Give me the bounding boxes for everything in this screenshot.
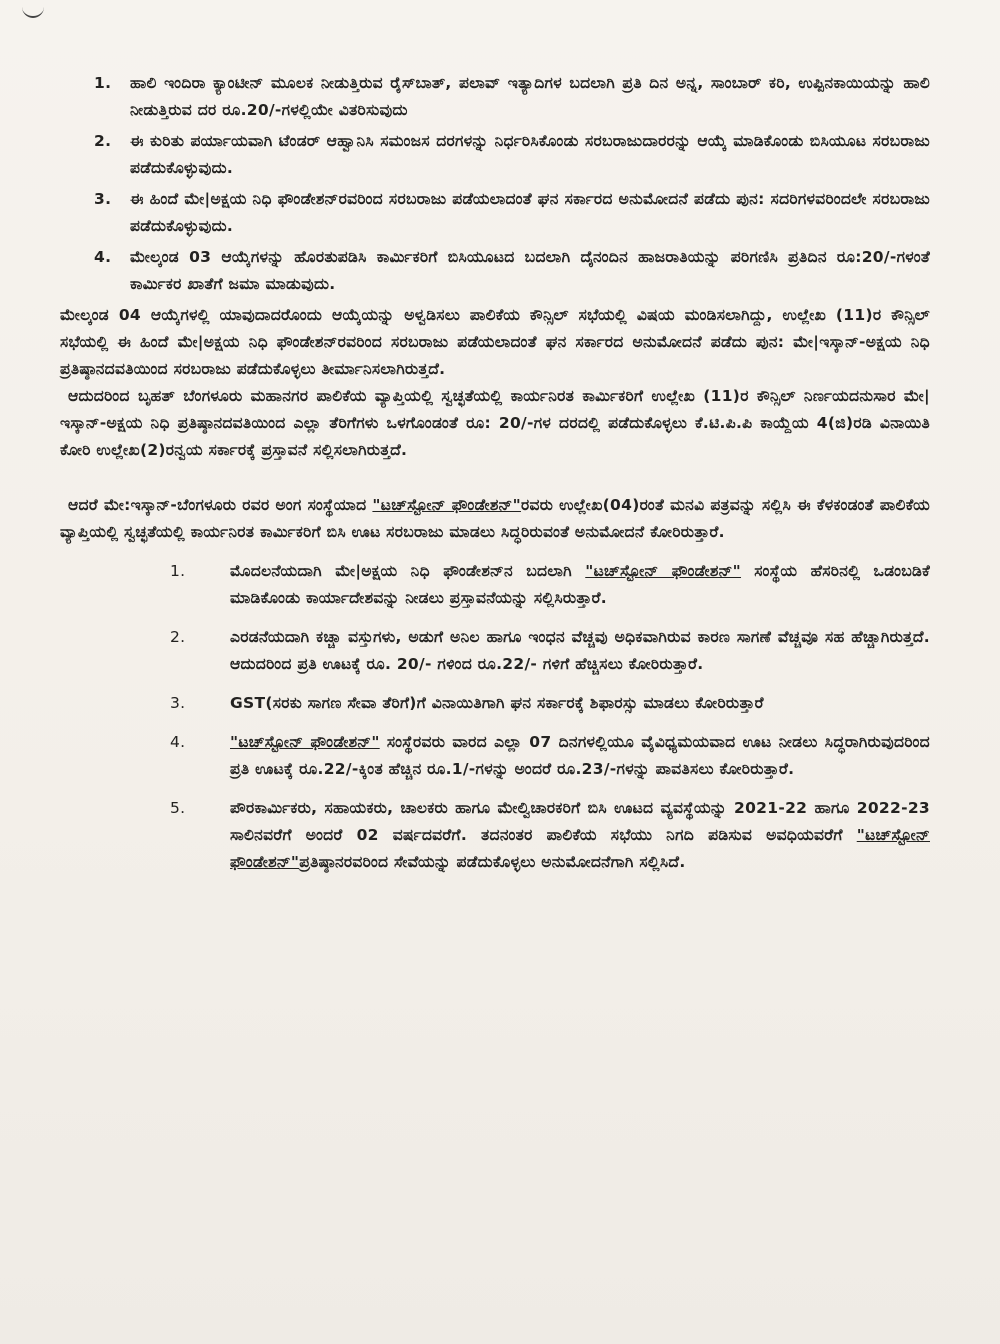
item-text: ಪ್ರತಿಷ್ಠಾನರವರಿಂದ ಸೇವೆಯನ್ನು ಪಡೆದುಕೊಳ್ಳಲು ಅನುಮೋದನೆಗಾಗಿ ಸಲ್ಲಿಸಿದೆ. bbox=[299, 853, 686, 871]
quoted-foundation-name: "ಟಚ್‌ಸ್ಟೋನ್ ಫೌಂಡೇಶನ್" bbox=[585, 562, 742, 580]
document-body bbox=[60, 70, 930, 888]
item-text: ಸಂಸ್ಥೆಯ ಹೆಸರಿನಲ್ಲಿ ಒಡಂಬಡಿಕೆ ಮಾಡಿಕೊಂಡು ಕಾರ್ಯಾದೇಶವನ್ನು ನೀಡಲು ಪ್ರಸ್ತಾವನೆಯನ್ನು ಸಲ್ಲಿಸಿರುತ್ತಾರೆ. bbox=[230, 562, 930, 607]
list-a-text: ಮೇಲ್ಕಂಡ 03 ಆಯ್ಕೆಗಳನ್ನು ಹೊರತುಪಡಿಸಿ ಕಾರ್ಮಿಕರಿಗೆ ಬಿಸಿಯೂಟದ ಬದಲಾಗಿ ದೈನಂದಿನ ಹಾಜರಾತಿಯನ್ನು ಪರಿಗಣಿಸಿ ಪ್ರತಿದಿನ ರೂ:20/-ಗಳಂತೆ ಕಾರ್ಮಿಕರ ಖಾತೆಗೆ ಜಮಾ ಮಾಡುವುದು. bbox=[130, 248, 930, 293]
list-a-text: ಈ ಹಿಂದೆ ಮೇ|ಅಕ್ಷಯ ನಿಧಿ ಫೌಂಡೇಶನ್‌ರವರಿಂದ ಸರಬರಾಜು ಪಡೆಯಲಾದಂತೆ ಘನ ಸರ್ಕಾರದ ಅನುಮೋದನೆ ಪಡೆದು ಪುನ: ಸದರಿಗಳವರಿಂದಲೇ ಸರಬರಾಜು ಪಡೆದುಕೊಳ್ಳುವುದು. bbox=[130, 190, 930, 235]
list-b bbox=[60, 558, 930, 876]
list-b-item bbox=[170, 729, 930, 783]
quoted-foundation-name: "ಟಚ್‌ಸ್ಟೋನ್ ಫೌಂಡೇಶನ್" bbox=[230, 733, 380, 751]
list-b-item bbox=[170, 558, 930, 612]
item-text: ಮೊದಲನೆಯದಾಗಿ ಮೇ|ಅಕ್ಷಯ ನಿಧಿ ಫೌಂಡೇಶನ್‌ನ ಬದಲಾಗಿ bbox=[230, 562, 586, 580]
list-a-number: 1. bbox=[94, 74, 112, 92]
list-a-item bbox=[60, 244, 930, 298]
list-b-number: 3. bbox=[170, 694, 186, 712]
list-b-number: 2. bbox=[170, 628, 186, 646]
list-b-text bbox=[230, 795, 930, 876]
list-a-item bbox=[60, 70, 930, 124]
list-a-item bbox=[60, 128, 930, 182]
list-a-number: 3. bbox=[94, 190, 112, 208]
item-text: ಸಂಸ್ಥೆರವರು ವಾರದ ಎಲ್ಲಾ 07 ದಿನಗಳಲ್ಲಿಯೂ ವೈವಿಧ್ಯಮಯವಾದ ಊಟ ನೀಡಲು ಸಿದ್ಧರಾಗಿರುವುದರಿಂದ ಪ್ರತಿ ಊಟಕ್ಕೆ ರೂ.22/-ಕ್ಕಿಂತ ಹೆಚ್ಚಿನ ರೂ.1/-ಗಳನ್ನು ಅಂದರೆ ರೂ.23/-ಗಳನ್ನು ಪಾವತಿಸಲು ಕೋರಿರುತ್ತಾರೆ. bbox=[230, 733, 930, 778]
corner-mark bbox=[22, 6, 44, 18]
paragraph-proposal: ಆದುದರಿಂದ ಬೃಹತ್ ಬೆಂಗಳೂರು ಮಹಾನಗರ ಪಾಲಿಕೆಯ ವ್ಯಾಪ್ತಿಯಲ್ಲಿ ಸ್ವಚ್ಛತೆಯಲ್ಲಿ ಕಾರ್ಯನಿರತ ಕಾರ್ಮಿಕರಿಗೆ ಉಲ್ಲೇಖ (11)ರ ಕೌನ್ಸಿಲ್ ನಿರ್ಣಯದನುಸಾರ ಮೇ|ಇಸ್ಕಾನ್-ಅಕ್ಷಯ ನಿಧಿ ಪ್ರತಿಷ್ಠಾನದವತಿಯಿಂದ ಎಲ್ಲಾ ತೆರಿಗೆಗಳು ಒಳಗೊಂಡಂತೆ ರೂ: 20/-ಗಳ ದರದಲ್ಲಿ ಪಡೆದುಕೊಳ್ಳಲು ಕೆ.ಟಿ.ಪಿ.ಪಿ ಕಾಯ್ದೆಯ 4(ಜಿ)ರಡಿ ವಿನಾಯಿತಿ ಕೋರಿ ಉಲ್ಲೇಖ(2)ರನ್ವಯ ಸರ್ಕಾರಕ್ಕೆ ಪ್ರಸ್ತಾವನೆ ಸಲ್ಲಿಸಲಾಗಿರುತ್ತದೆ. bbox=[60, 387, 930, 459]
list-b-text bbox=[230, 624, 930, 678]
list-a-item bbox=[60, 186, 930, 240]
paragraph-text: ರವರು ಉಲ್ಲೇಖ(04)ರಂತೆ ಮನವಿ ಪತ್ರವನ್ನು ಸಲ್ಲಿಸಿ ಈ ಕೆಳಕಂಡಂತೆ ಪಾಲಿಕೆಯ ವ್ಯಾಪ್ತಿಯಲ್ಲಿ ಸ್ವಚ್ಛತೆಯಲ್ಲಿ ಕಾರ್ಯನಿರತ ಕಾರ್ಮಿಕರಿಗೆ ಬಿಸಿ ಊಟ ಸರಬರಾಜು ಮಾಡಲು ಸಿದ್ಧರಿರುವಂತೆ ಅನುಮೋದನೆ ಕೋರಿರುತ್ತಾರೆ. bbox=[60, 496, 930, 541]
paragraph-text: ಆದರೆ ಮೇ:ಇಸ್ಕಾನ್-ಬೆಂಗಳೂರು ರವರ ಅಂಗ ಸಂಸ್ಥೆಯಾದ bbox=[68, 496, 373, 514]
list-b-text bbox=[230, 558, 930, 612]
list-a-number: 2. bbox=[94, 132, 112, 150]
list-a-text: ಈ ಕುರಿತು ಪರ್ಯಾಯವಾಗಿ ಟೆಂಡರ್ ಆಹ್ವಾನಿಸಿ ಸಮಂಜಸ ದರಗಳನ್ನು ನಿರ್ಧರಿಸಿಕೊಂಡು ಸರಬರಾಜುದಾರರನ್ನು ಆಯ್ಕೆ ಮಾಡಿಕೊಂಡು ಬಿಸಿಯೂಟ ಸರಬರಾಜು ಪಡೆದುಕೊಳ್ಳುವುದು. bbox=[130, 132, 930, 177]
list-b-text bbox=[230, 690, 930, 717]
list-a-number: 4. bbox=[94, 248, 112, 266]
item-text: GST(ಸರಕು ಸಾಗಣ ಸೇವಾ ತೆರಿಗೆ)ಗೆ ವಿನಾಯಿತಿಗಾಗಿ ಘನ ಸರ್ಕಾರಕ್ಕೆ ಶಿಫಾರಸ್ಸು ಮಾಡಲು ಕೋರಿರುತ್ತಾರೆ bbox=[230, 694, 764, 712]
quoted-foundation-name: "ಟಚ್‌ಸ್ಟೋನ್ ಫೌಂಡೇಶನ್" bbox=[230, 826, 930, 871]
paragraph-touchstone-request bbox=[60, 492, 930, 546]
item-text: ಎರಡನೆಯದಾಗಿ ಕಚ್ಚಾ ವಸ್ತುಗಳು, ಅಡುಗೆ ಅನಿಲ ಹಾಗೂ ಇಂಧನ ವೆಚ್ಚವು ಅಧಿಕವಾಗಿರುವ ಕಾರಣ ಸಾಗಣೆ ವೆಚ್ಚವೂ ಸಹ ಹೆಚ್ಚಾಗಿರುತ್ತದೆ. ಆದುದರಿಂದ ಪ್ರತಿ ಊಟಕ್ಕೆ ರೂ. 20/- ಗಳಿಂದ ರೂ.22/- ಗಳಿಗೆ ಹೆಚ್ಚಿಸಲು ಕೋರಿರುತ್ತಾರೆ. bbox=[230, 628, 930, 673]
list-b-item bbox=[170, 795, 930, 876]
list-b-number: 4. bbox=[170, 733, 186, 751]
list-b-number: 5. bbox=[170, 799, 186, 817]
paragraph-council-decision: ಮೇಲ್ಕಂಡ 04 ಆಯ್ಕೆಗಳಲ್ಲಿ ಯಾವುದಾದರೊಂದು ಆಯ್ಕೆಯನ್ನು ಅಳ್ವಡಿಸಲು ಪಾಲಿಕೆಯ ಕೌನ್ಸಿಲ್ ಸಭೆಯಲ್ಲಿ ವಿಷಯ ಮಂಡಿಸಲಾಗಿದ್ದು, ಉಲ್ಲೇಖ (11)ರ ಕೌನ್ಸಿಲ್ ಸಭೆಯಲ್ಲಿ ಈ ಹಿಂದೆ ಮೇ|ಅಕ್ಷಯ ನಿಧಿ ಫೌಂಡೇಶನ್‌ರವರಿಂದ ಸರಬರಾಜು ಪಡೆಯಲಾದಂತೆ ಘನ ಸರ್ಕಾರದ ಅನುಮೋದನೆ ಪಡೆದು ಪುನ: ಮೇ|ಇಸ್ಕಾನ್-ಅಕ್ಷಯ ನಿಧಿ ಪ್ರತಿಷ್ಠಾನದವತಿಯಿಂದ ಸರಬರಾಜು ಪಡೆದುಕೊಳ್ಳಲು ತೀರ್ಮಾನಿಸಲಾಗಿರುತ್ತದೆ. bbox=[60, 306, 930, 378]
item-text: ಪೌರಕಾರ್ಮಿಕರು, ಸಹಾಯಕರು, ಚಾಲಕರು ಹಾಗೂ ಮೇಲ್ವಿಚಾರಕರಿಗೆ ಬಿಸಿ ಊಟದ ವ್ಯವಸ್ಥೆಯನ್ನು 2021-22 ಹಾಗೂ 2022-23 ಸಾಲಿನವರೆಗೆ ಅಂದರೆ 02 ವರ್ಷದವರೆಗೆ. ತದನಂತರ ಪಾಲಿಕೆಯ ಸಭೆಯು ನಿಗದಿ ಪಡಿಸುವ ಅವಧಿಯವರೆಗೆ bbox=[230, 799, 930, 844]
list-a bbox=[60, 70, 930, 298]
quoted-foundation-name: "ಟಚ್‌ಸ್ಟೋನ್ ಫೌಂಡೇಶನ್" bbox=[372, 496, 521, 514]
list-b-text bbox=[230, 729, 930, 783]
list-b-item bbox=[170, 690, 930, 717]
list-a-text: ಹಾಲಿ ಇಂದಿರಾ ಕ್ಯಾಂಟೀನ್ ಮೂಲಕ ನೀಡುತ್ತಿರುವ ರೈಸ್‌ಬಾತ್, ಪಲಾವ್ ಇತ್ಯಾದಿಗಳ ಬದಲಾಗಿ ಪ್ರತಿ ದಿನ ಅನ್ನ, ಸಾಂಬಾರ್ ಕರಿ, ಉಪ್ಪಿನಕಾಯಿಯನ್ನು ಹಾಲಿ ನೀಡುತ್ತಿರುವ ದರ ರೂ.20/-ಗಳಲ್ಲಿಯೇ ವಿತರಿಸುವುದು bbox=[130, 74, 930, 119]
list-b-item bbox=[170, 624, 930, 678]
list-b-number: 1. bbox=[170, 562, 186, 580]
